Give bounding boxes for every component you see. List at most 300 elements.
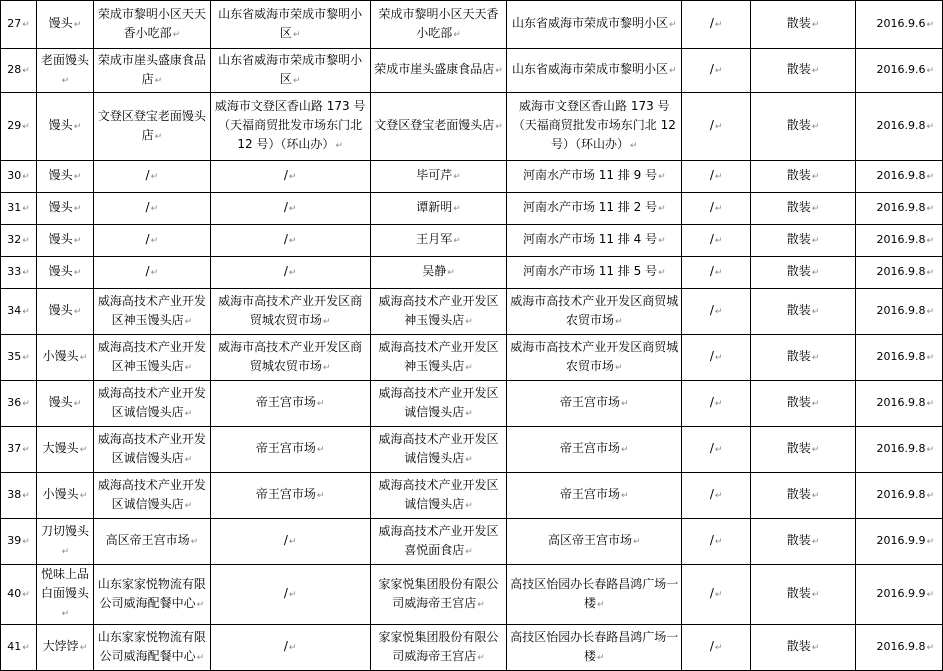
paragraph-mark-icon: ↵ (495, 122, 503, 132)
cell-no-text: 34 (7, 304, 22, 317)
cell-date-text: 2016.9.8 (876, 233, 926, 246)
cell-no (1, 1, 37, 49)
paragraph-mark-icon: ↵ (465, 408, 473, 419)
cell-product-name-text: 馒头 (48, 118, 73, 132)
cell-spec-text: / (709, 441, 714, 455)
cell-seller-address (507, 519, 682, 565)
cell-producer (93, 565, 210, 625)
cell-producer-text: 荣成市崖头盛康食品店 (97, 52, 206, 86)
paragraph-mark-icon: ↵ (926, 491, 934, 501)
cell-date-text: 2016.9.8 (876, 201, 926, 214)
table-row (1, 93, 943, 161)
cell-seller (370, 565, 507, 625)
cell-product-name (36, 257, 93, 289)
table-row (1, 473, 943, 519)
cell-seller-address (507, 565, 682, 625)
cell-seller-address (507, 473, 682, 519)
cell-seller-address-text: 山东省威海市荣成市黎明小区 (512, 16, 669, 30)
cell-product-name (36, 519, 93, 565)
paragraph-mark-icon: ↵ (184, 362, 193, 373)
cell-packaging-text: 散装 (786, 264, 811, 278)
paragraph-mark-icon: ↵ (322, 316, 331, 327)
cell-seller-address-text: 帝王宫市场 (560, 395, 621, 409)
cell-producer-text: 文登区登宝老面馒头店 (97, 108, 206, 142)
paragraph-mark-icon: ↵ (714, 307, 723, 317)
cell-spec-text: / (709, 395, 714, 409)
paragraph-mark-icon: ↵ (714, 353, 723, 363)
cell-producer (93, 625, 210, 671)
cell-date (855, 565, 942, 625)
cell-spec (682, 519, 751, 565)
paragraph-mark-icon: ↵ (150, 204, 159, 214)
paragraph-mark-icon: ↵ (453, 172, 461, 182)
paragraph-mark-icon: ↵ (73, 399, 82, 409)
cell-producer (93, 193, 210, 225)
paragraph-mark-icon: ↵ (150, 172, 159, 182)
paragraph-mark-icon: ↵ (172, 29, 181, 40)
cell-date (855, 93, 942, 161)
cell-date (855, 193, 942, 225)
paragraph-mark-icon: ↵ (288, 643, 297, 653)
table-row (1, 519, 943, 565)
cell-producer-address (210, 565, 370, 625)
cell-date-text: 2016.9.8 (876, 640, 926, 653)
cell-producer-text: / (145, 264, 150, 278)
cell-producer-text: / (145, 168, 150, 182)
table-row (1, 427, 943, 473)
paragraph-mark-icon: ↵ (926, 590, 934, 600)
paragraph-mark-icon: ↵ (714, 236, 723, 246)
cell-seller-address-text: 河南水产市场 11 排 9 号 (522, 168, 658, 182)
paragraph-mark-icon: ↵ (926, 307, 934, 317)
cell-producer-address-text: / (283, 264, 288, 278)
paragraph-mark-icon: ↵ (811, 491, 820, 501)
paragraph-mark-icon: ↵ (669, 20, 677, 30)
table-row (1, 565, 943, 625)
cell-packaging (751, 335, 856, 381)
cell-seller (370, 289, 507, 335)
paragraph-mark-icon: ↵ (926, 122, 934, 132)
paragraph-mark-icon: ↵ (615, 362, 623, 373)
cell-producer-address (210, 381, 370, 427)
cell-product-name-text: 馒头 (48, 168, 73, 182)
cell-seller-address-text: 威海市文登区香山路 173 号（天福商贸批发市场东门北 12 号）（环山办） (512, 99, 676, 151)
cell-no-text: 40 (7, 587, 22, 600)
table-row (1, 381, 943, 427)
table-row (1, 625, 943, 671)
cell-packaging (751, 1, 856, 49)
cell-producer (93, 225, 210, 257)
paragraph-mark-icon: ↵ (22, 353, 30, 363)
paragraph-mark-icon: ↵ (926, 353, 934, 363)
cell-no (1, 473, 37, 519)
cell-packaging (751, 625, 856, 671)
cell-seller (370, 161, 507, 193)
paragraph-mark-icon: ↵ (714, 643, 723, 653)
paragraph-mark-icon: ↵ (79, 445, 88, 455)
cell-spec (682, 625, 751, 671)
cell-spec (682, 473, 751, 519)
paragraph-mark-icon: ↵ (61, 546, 70, 557)
paragraph-mark-icon: ↵ (150, 268, 159, 278)
paragraph-mark-icon: ↵ (926, 399, 934, 409)
cell-product-name-text: 馒头 (48, 232, 73, 246)
cell-producer-address (210, 257, 370, 289)
cell-no (1, 381, 37, 427)
paragraph-mark-icon: ↵ (658, 204, 666, 214)
cell-seller-address (507, 335, 682, 381)
paragraph-mark-icon: ↵ (465, 546, 473, 557)
cell-product-name-text: 刀切馒头 (40, 523, 89, 538)
paragraph-mark-icon: ↵ (79, 643, 88, 653)
paragraph-mark-icon: ↵ (615, 316, 623, 327)
cell-date (855, 49, 942, 93)
paragraph-mark-icon: ↵ (288, 204, 297, 214)
cell-spec-text: / (709, 62, 714, 76)
cell-date (855, 1, 942, 49)
cell-no-text: 39 (7, 534, 22, 547)
cell-producer-address-text: / (283, 200, 288, 214)
table-row (1, 289, 943, 335)
cell-date (855, 519, 942, 565)
cell-product-name-text: 老面馒头 (40, 52, 89, 67)
cell-seller-address (507, 49, 682, 93)
cell-producer (93, 473, 210, 519)
cell-packaging-text: 散装 (786, 487, 811, 501)
paragraph-mark-icon: ↵ (22, 204, 30, 214)
paragraph-mark-icon: ↵ (714, 204, 723, 214)
cell-spec (682, 1, 751, 49)
paragraph-mark-icon: ↵ (465, 362, 473, 373)
cell-producer-text: / (145, 200, 150, 214)
cell-seller (370, 1, 507, 49)
cell-no (1, 519, 37, 565)
cell-date-text: 2016.9.8 (876, 119, 926, 132)
cell-spec (682, 49, 751, 93)
cell-no (1, 257, 37, 289)
paragraph-mark-icon: ↵ (154, 131, 163, 142)
paragraph-mark-icon: ↵ (316, 491, 325, 501)
cell-spec (682, 289, 751, 335)
paragraph-mark-icon: ↵ (926, 537, 934, 547)
cell-producer (93, 49, 210, 93)
cell-no-text: 30 (7, 169, 22, 182)
cell-producer-address (210, 93, 370, 161)
cell-seller-address (507, 225, 682, 257)
paragraph-mark-icon: ↵ (926, 268, 934, 278)
paragraph-mark-icon: ↵ (811, 204, 820, 214)
cell-producer-address-text: 威海市高技术产业开发区商贸城农贸市场 (218, 293, 363, 327)
cell-product-name (36, 625, 93, 671)
cell-no-text: 36 (7, 396, 22, 409)
paragraph-mark-icon: ↵ (477, 599, 485, 610)
cell-seller-address-text: 山东省威海市荣成市黎明小区 (512, 62, 669, 76)
paragraph-mark-icon: ↵ (150, 236, 159, 246)
cell-seller-address-text: 帝王宫市场 (560, 441, 621, 455)
cell-spec-text: / (709, 303, 714, 317)
cell-product-name (36, 93, 93, 161)
cell-seller-address (507, 257, 682, 289)
cell-packaging-text: 散装 (786, 303, 811, 317)
paragraph-mark-icon: ↵ (73, 204, 82, 214)
paragraph-mark-icon: ↵ (79, 353, 88, 363)
cell-spec-text: / (709, 264, 714, 278)
paragraph-mark-icon: ↵ (196, 652, 205, 663)
cell-seller-text: 毕可芹 (416, 168, 453, 182)
paragraph-mark-icon: ↵ (288, 172, 297, 182)
cell-producer (93, 427, 210, 473)
paragraph-mark-icon: ↵ (714, 399, 723, 409)
cell-date-text: 2016.9.8 (876, 265, 926, 278)
cell-seller-address (507, 1, 682, 49)
paragraph-mark-icon: ↵ (22, 399, 30, 409)
cell-no (1, 565, 37, 625)
paragraph-mark-icon: ↵ (22, 268, 30, 278)
cell-producer-text: 威海高技术产业开发区神玉馒头店 (97, 339, 206, 373)
cell-spec (682, 257, 751, 289)
cell-spec-text: / (709, 639, 714, 653)
cell-producer-address (210, 161, 370, 193)
cell-producer-address-text: 山东省威海市荣成市黎明小区 (218, 6, 363, 40)
cell-no-text: 41 (7, 640, 22, 653)
paragraph-mark-icon: ↵ (79, 491, 88, 501)
paragraph-mark-icon: ↵ (184, 316, 193, 327)
cell-spec-text: / (709, 349, 714, 363)
cell-product-name-text: 馒头 (48, 200, 73, 214)
cell-packaging-text: 散装 (786, 16, 811, 30)
table-row (1, 193, 943, 225)
paragraph-mark-icon: ↵ (22, 537, 30, 547)
cell-producer-text: 荣成市黎明小区天天香小吃部 (97, 6, 206, 40)
cell-seller-text: 威海高技术产业开发区诚信馒头店 (378, 385, 499, 419)
cell-packaging (751, 473, 856, 519)
cell-seller-address-text: 帝王宫市场 (560, 487, 621, 501)
cell-no-text: 31 (7, 201, 22, 214)
cell-product-name-text: 小馒头 (42, 349, 79, 363)
cell-spec (682, 335, 751, 381)
cell-seller-address (507, 161, 682, 193)
cell-producer-text: 高区帝王宫市场 (105, 533, 190, 547)
cell-producer-address (210, 289, 370, 335)
paragraph-mark-icon: ↵ (621, 445, 629, 455)
cell-seller (370, 519, 507, 565)
cell-seller (370, 93, 507, 161)
cell-seller-address-text: 威海市高技术产业开发区商贸城农贸市场 (510, 293, 679, 327)
cell-spec-text: / (709, 487, 714, 501)
cell-seller-text: 荣成市黎明小区天天香小吃部 (378, 6, 499, 40)
cell-no-text: 37 (7, 442, 22, 455)
paragraph-mark-icon: ↵ (477, 652, 485, 663)
paragraph-mark-icon: ↵ (453, 29, 461, 40)
paragraph-mark-icon: ↵ (465, 316, 473, 327)
cell-seller-text: 文登区登宝老面馒头店 (374, 118, 495, 132)
cell-seller (370, 193, 507, 225)
paragraph-mark-icon: ↵ (22, 66, 30, 76)
table-row (1, 225, 943, 257)
paragraph-mark-icon: ↵ (465, 500, 473, 511)
paragraph-mark-icon: ↵ (811, 590, 820, 600)
paragraph-mark-icon: ↵ (658, 236, 666, 246)
cell-product-name (36, 565, 93, 625)
cell-packaging (751, 49, 856, 93)
cell-producer-address-text: 帝王宫市场 (255, 395, 316, 409)
cell-packaging-text: 散装 (786, 349, 811, 363)
paragraph-mark-icon: ↵ (22, 236, 30, 246)
cell-product-name-text: 馒头 (48, 303, 73, 317)
paragraph-mark-icon: ↵ (196, 599, 205, 610)
cell-product-name-text: 悦味上品白面馒头 (40, 567, 89, 600)
cell-product-name (36, 225, 93, 257)
cell-producer-address (210, 225, 370, 257)
cell-date-text: 2016.9.8 (876, 442, 926, 455)
cell-spec-text: / (709, 586, 714, 600)
cell-date (855, 257, 942, 289)
cell-spec (682, 381, 751, 427)
cell-producer (93, 289, 210, 335)
cell-product-name-text: 馒头 (48, 395, 73, 409)
cell-no-text: 33 (7, 265, 22, 278)
paragraph-mark-icon: ↵ (811, 445, 820, 455)
cell-spec-text: / (709, 533, 714, 547)
paragraph-mark-icon: ↵ (184, 500, 193, 511)
cell-producer-address (210, 427, 370, 473)
cell-seller-text: 王月军 (416, 232, 453, 246)
cell-packaging (751, 565, 856, 625)
cell-packaging (751, 519, 856, 565)
cell-seller-text: 吴静 (422, 264, 447, 278)
cell-date-text: 2016.9.8 (876, 396, 926, 409)
cell-no-text: 29 (7, 119, 22, 132)
paragraph-mark-icon: ↵ (811, 122, 820, 132)
paragraph-mark-icon: ↵ (453, 236, 461, 246)
cell-seller-text: 威海高技术产业开发区神玉馒头店 (378, 339, 499, 373)
cell-date (855, 427, 942, 473)
cell-seller-address (507, 93, 682, 161)
paragraph-mark-icon: ↵ (597, 599, 605, 610)
cell-packaging-text: 散装 (786, 62, 811, 76)
paragraph-mark-icon: ↵ (73, 20, 82, 30)
cell-product-name (36, 289, 93, 335)
cell-producer (93, 335, 210, 381)
cell-product-name-text: 小馒头 (42, 487, 79, 501)
cell-packaging (751, 161, 856, 193)
paragraph-mark-icon: ↵ (811, 236, 820, 246)
cell-date (855, 473, 942, 519)
paragraph-mark-icon: ↵ (714, 590, 723, 600)
cell-spec (682, 427, 751, 473)
paragraph-mark-icon: ↵ (811, 172, 820, 182)
cell-packaging (751, 225, 856, 257)
cell-no-text: 35 (7, 350, 22, 363)
cell-date (855, 625, 942, 671)
cell-seller-address-text: 高区帝王宫市场 (548, 533, 633, 547)
paragraph-mark-icon: ↵ (926, 20, 934, 30)
cell-seller-address (507, 193, 682, 225)
cell-no (1, 335, 37, 381)
cell-product-name (36, 1, 93, 49)
cell-seller-text: 谭新明 (416, 200, 453, 214)
cell-no-text: 27 (7, 17, 22, 30)
paragraph-mark-icon: ↵ (926, 204, 934, 214)
cell-seller-address (507, 427, 682, 473)
cell-seller (370, 427, 507, 473)
cell-producer-address-text: 帝王宫市场 (255, 441, 316, 455)
cell-no (1, 49, 37, 93)
paragraph-mark-icon: ↵ (811, 537, 820, 547)
cell-date-text: 2016.9.6 (876, 17, 926, 30)
paragraph-mark-icon: ↵ (22, 172, 30, 182)
cell-packaging (751, 93, 856, 161)
cell-seller-text: 家家悦集团股份有限公司威海帝王宫店 (378, 576, 499, 610)
paragraph-mark-icon: ↵ (335, 141, 343, 151)
cell-producer (93, 519, 210, 565)
paragraph-mark-icon: ↵ (926, 445, 934, 455)
cell-packaging-text: 散装 (786, 168, 811, 182)
cell-no (1, 225, 37, 257)
paragraph-mark-icon: ↵ (316, 399, 325, 409)
cell-packaging (751, 427, 856, 473)
cell-packaging-text: 散装 (786, 441, 811, 455)
cell-producer-address-text: 帝王宫市场 (255, 487, 316, 501)
paragraph-mark-icon: ↵ (22, 307, 30, 317)
paragraph-mark-icon: ↵ (926, 643, 934, 653)
cell-date (855, 289, 942, 335)
cell-seller-address-text: 河南水产市场 11 排 5 号 (522, 264, 658, 278)
paragraph-mark-icon: ↵ (22, 445, 30, 455)
cell-no (1, 161, 37, 193)
cell-no (1, 427, 37, 473)
paragraph-mark-icon: ↵ (61, 75, 70, 86)
cell-seller (370, 257, 507, 289)
table-row (1, 49, 943, 93)
paragraph-mark-icon: ↵ (73, 307, 82, 317)
cell-producer-text: 威海高技术产业开发区诚信馒头店 (97, 431, 206, 465)
cell-producer-address (210, 1, 370, 49)
paragraph-mark-icon: ↵ (322, 362, 331, 373)
cell-seller (370, 625, 507, 671)
paragraph-mark-icon: ↵ (597, 652, 605, 663)
cell-no (1, 93, 37, 161)
paragraph-mark-icon: ↵ (714, 172, 723, 182)
cell-spec (682, 193, 751, 225)
cell-producer-address-text: / (283, 533, 288, 547)
cell-spec-text: / (709, 200, 714, 214)
paragraph-mark-icon: ↵ (811, 307, 820, 317)
cell-seller-address (507, 381, 682, 427)
cell-producer-text: 威海高技术产业开发区诚信馒头店 (97, 477, 206, 511)
cell-date-text: 2016.9.6 (876, 63, 926, 76)
cell-no-text: 28 (7, 63, 22, 76)
cell-packaging-text: 散装 (786, 232, 811, 246)
cell-producer (93, 93, 210, 161)
cell-seller-address-text: 高技区怡园办长春路昌鸿广场一楼 (510, 576, 679, 610)
cell-seller-text: 荣成市崖头盛康食品店 (374, 62, 495, 76)
paragraph-mark-icon: ↵ (621, 491, 629, 501)
paragraph-mark-icon: ↵ (316, 445, 325, 455)
cell-seller (370, 473, 507, 519)
cell-seller (370, 381, 507, 427)
cell-product-name (36, 427, 93, 473)
cell-product-name-text: 馒头 (48, 264, 73, 278)
cell-producer-address-text: 威海市高技术产业开发区商贸城农贸市场 (218, 339, 363, 373)
paragraph-mark-icon: ↵ (658, 268, 666, 278)
cell-producer-address-text: 山东省威海市荣成市黎明小区 (218, 52, 363, 86)
paragraph-mark-icon: ↵ (926, 172, 934, 182)
paragraph-mark-icon: ↵ (22, 643, 30, 653)
cell-spec (682, 93, 751, 161)
cell-producer-address (210, 519, 370, 565)
table-row (1, 335, 943, 381)
